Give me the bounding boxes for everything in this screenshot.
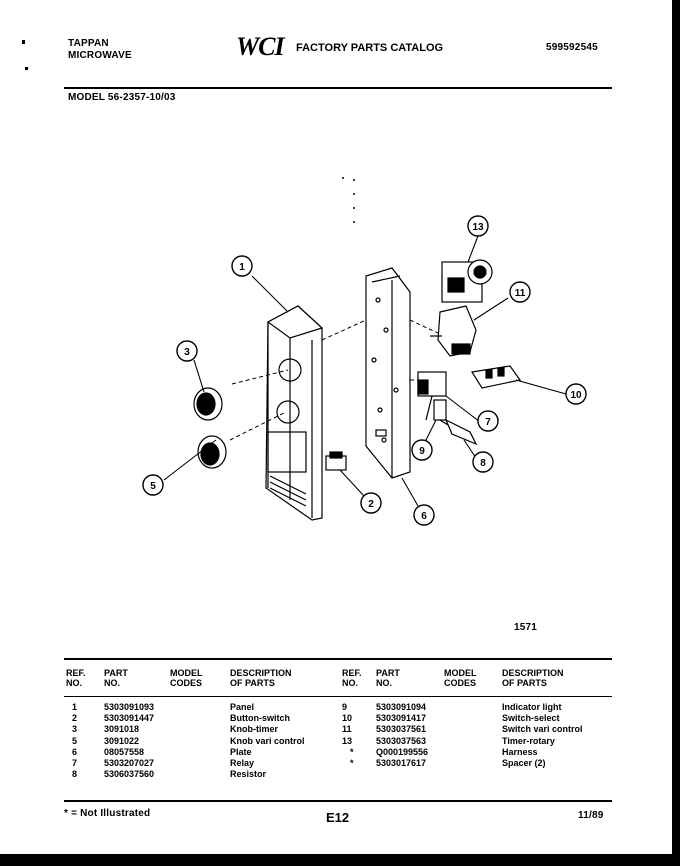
left-ref-column <box>72 702 77 780</box>
desc-header-line2: OF PARTS <box>230 678 275 688</box>
figure-number: 1571 <box>514 622 538 633</box>
page-number: E12 <box>326 810 350 825</box>
callout-1: 1 <box>239 262 245 273</box>
table-row-part: 5303091093 <box>104 702 155 712</box>
part-header <box>376 668 400 688</box>
table-row-desc: Knob vari control <box>230 735 305 746</box>
table-row-desc: Resistor <box>230 769 267 780</box>
part-header-line2: NO. <box>104 678 121 688</box>
table-row-desc: Harness <box>502 746 538 757</box>
part-header <box>104 668 128 688</box>
callout-6: 6 <box>421 511 427 522</box>
bottom-page-edge <box>0 854 680 866</box>
callout-7: 7 <box>485 417 491 428</box>
table-row-part: 3091022 <box>104 735 140 746</box>
revision-date: 11/89 <box>578 810 604 821</box>
model-header-line2: CODES <box>170 678 203 688</box>
table-row-part: 5303091094 <box>376 702 427 712</box>
button-switch-part <box>326 452 346 470</box>
right-desc-column <box>502 702 583 769</box>
model-header-line2: CODES <box>444 678 477 688</box>
catalog-title: FACTORY PARTS CATALOG <box>296 42 444 54</box>
table-top-rule <box>64 658 612 660</box>
left-part-column <box>104 702 154 780</box>
table-row-desc: Plate <box>230 746 252 757</box>
table-row-desc: Panel <box>230 702 255 712</box>
model-header <box>444 668 477 688</box>
scan-dot <box>25 67 28 70</box>
table-row-desc: Knob-timer <box>230 724 278 735</box>
model-header <box>170 668 203 688</box>
table-row-desc: Switch-select <box>502 713 560 724</box>
ref-header <box>342 668 362 688</box>
table-row-part: 3091018 <box>104 724 140 735</box>
callout-3: 3 <box>184 347 190 358</box>
table-bottom-rule <box>64 800 612 802</box>
callout-13: 13 <box>472 222 484 233</box>
table-row-part: 5303091447 <box>104 713 155 724</box>
table-row-part: 5303037563 <box>376 735 427 746</box>
table-row-desc: Switch vari control <box>502 724 583 735</box>
table-row-part: 5303207027 <box>104 758 155 769</box>
table-row-part: 5303091417 <box>376 713 427 724</box>
right-ref-column <box>342 702 354 769</box>
footnote: * = Not Illustrated <box>64 808 151 819</box>
model-header-line1: MODEL <box>170 668 203 678</box>
desc-header <box>230 668 292 688</box>
table-row-part: 5303017617 <box>376 758 427 769</box>
knob-vari-control <box>198 436 226 468</box>
callout-9: 9 <box>419 446 425 457</box>
ref-header-line1: REF. <box>66 668 86 678</box>
resistor-part <box>446 420 476 444</box>
ref-header-line2: NO. <box>342 678 359 688</box>
front-panel <box>266 306 322 520</box>
table-header-rule <box>64 696 612 697</box>
parts-table-right <box>342 668 612 798</box>
table-row-ref: 7 <box>72 758 78 769</box>
table-row-ref: 13 <box>342 735 353 746</box>
brand-line-1: TAPPAN <box>68 38 109 49</box>
header-rule <box>64 87 612 89</box>
scan-dot <box>22 40 25 44</box>
desc-header <box>502 668 564 688</box>
ref-header-line1: REF. <box>342 668 362 678</box>
knob-timer <box>194 388 222 420</box>
circuit-plate <box>366 268 410 478</box>
table-row-desc: Timer-rotary <box>502 735 555 746</box>
part-header-line1: PART <box>376 668 400 678</box>
table-row-desc: Button-switch <box>230 713 290 724</box>
table-row-part: 5306037560 <box>104 769 155 780</box>
callout-circles <box>143 216 586 525</box>
table-row-ref: * <box>350 746 354 757</box>
left-desc-column <box>230 702 305 780</box>
switch-vari-control-part <box>430 306 476 356</box>
callout-8: 8 <box>480 458 486 469</box>
table-row-part: Q000199556 <box>376 746 429 757</box>
exploded-parts-diagram <box>0 120 680 640</box>
table-row-ref: 8 <box>72 769 78 780</box>
model-header-line1: MODEL <box>444 668 477 678</box>
table-row-ref: 2 <box>72 713 78 724</box>
desc-header-line2: OF PARTS <box>502 678 547 688</box>
table-row-ref: 11 <box>342 724 352 735</box>
table-row-ref: 3 <box>72 724 78 735</box>
table-row-desc: Relay <box>230 758 255 769</box>
part-header-line1: PART <box>104 668 128 678</box>
table-row-ref: 5 <box>72 735 78 746</box>
callout-11: 11 <box>514 288 526 299</box>
callout-2: 2 <box>368 499 374 510</box>
table-row-ref: 6 <box>72 746 78 757</box>
table-row-desc: Indicator light <box>502 702 562 712</box>
table-row-part: 5303037561 <box>376 724 427 735</box>
part-header-line2: NO. <box>376 678 393 688</box>
dotted-mark <box>342 177 355 223</box>
wci-logo: WCI <box>236 32 284 61</box>
desc-header-line1: DESCRIPTION <box>230 668 292 678</box>
right-part-column <box>376 702 428 769</box>
table-row-desc: Spacer (2) <box>502 758 546 769</box>
timer-rotary-part <box>442 260 492 302</box>
ref-header <box>66 668 86 688</box>
table-row-ref: * <box>350 758 354 769</box>
brand-line-2: MICROWAVE <box>68 50 132 61</box>
catalog-number: 599592545 <box>546 42 598 53</box>
table-row-part: 08057558 <box>104 746 145 757</box>
model-label: MODEL 56-2357-10/03 <box>68 92 176 103</box>
desc-header-line1: DESCRIPTION <box>502 668 564 678</box>
callout-10: 10 <box>570 390 582 401</box>
table-row-ref: 9 <box>342 702 348 712</box>
ref-header-line2: NO. <box>66 678 83 688</box>
switch-select-part <box>472 366 520 388</box>
callout-5: 5 <box>150 481 156 492</box>
parts-table-left <box>66 668 336 798</box>
table-row-ref: 1 <box>72 702 78 712</box>
table-row-ref: 10 <box>342 713 353 724</box>
